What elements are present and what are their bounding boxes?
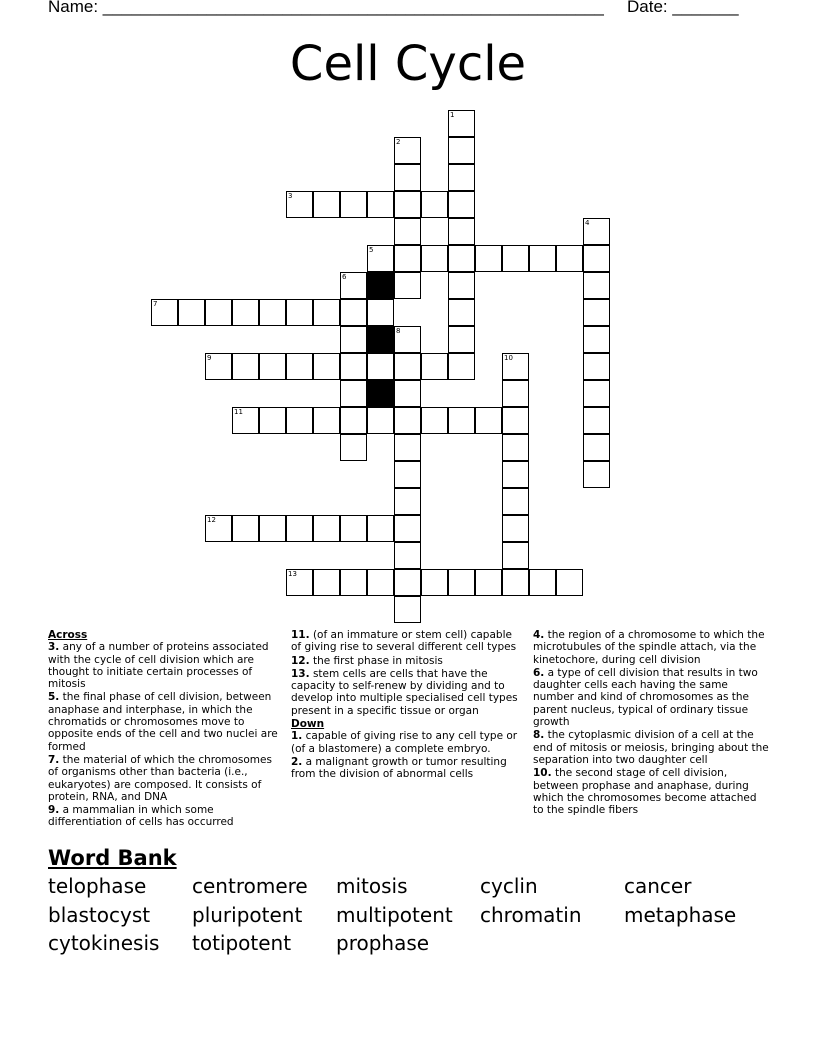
clue-text: the second stage of cell division, between prophase and anaphase, during which the chromosomes become attached to the spindle fibers — [533, 767, 757, 817]
grid-cell-number: 6 — [342, 273, 347, 281]
grid-cell[interactable] — [205, 353, 232, 380]
clue-across-3 — [48, 641, 284, 690]
grid-cell-number: 8 — [396, 327, 401, 335]
grid-cell[interactable] — [286, 407, 313, 434]
grid-cell[interactable] — [421, 407, 448, 434]
grid-cell[interactable] — [394, 218, 421, 245]
grid-cell[interactable] — [502, 461, 529, 488]
grid-cell[interactable] — [421, 353, 448, 380]
grid-cell[interactable] — [394, 137, 421, 164]
clue-number: 4. — [533, 629, 545, 641]
grid-cell[interactable] — [448, 569, 475, 596]
grid-cell[interactable] — [313, 299, 340, 326]
clue-number: 13. — [291, 667, 310, 680]
grid-cell[interactable] — [394, 542, 421, 569]
clue-down-2 — [291, 756, 523, 781]
grid-cell-number: 10 — [504, 354, 513, 362]
grid-cell-number: 11 — [234, 408, 243, 416]
across-header: Across — [48, 629, 88, 641]
word-bank-item: blastocyst — [48, 903, 151, 927]
clue-text: a mammalian in which some differentiation of cells has occurred — [48, 804, 234, 829]
grid-cell-number: 4 — [585, 219, 590, 227]
word-bank-item: cyclin — [480, 874, 538, 898]
date-field[interactable]: Date: _______ — [627, 0, 739, 16]
grid-cell[interactable] — [502, 569, 529, 596]
down-header: Down — [291, 718, 325, 731]
clue-number: 12. — [291, 654, 310, 667]
word-bank-item: pluripotent — [192, 903, 303, 927]
clue-across-11 — [291, 629, 523, 654]
clue-text: a malignant growth or tumor resulting from the division of abnormal cells — [291, 755, 507, 781]
clue-across-12 — [291, 655, 523, 667]
grid-cell[interactable] — [583, 434, 610, 461]
grid-cell[interactable] — [367, 191, 394, 218]
clue-text: the final phase of cell division, between anaphase and interphase, in which the chromatids or chromosomes move to opposite ends of the cell and two nuclei are formed — [48, 691, 278, 753]
grid-cell[interactable] — [340, 434, 367, 461]
grid-cell-number: 3 — [288, 192, 293, 200]
clue-number: 9. — [48, 804, 60, 817]
grid-cell[interactable] — [421, 191, 448, 218]
grid-cell[interactable] — [394, 380, 421, 407]
grid-cell[interactable] — [313, 515, 340, 542]
grid-cell[interactable] — [448, 245, 475, 272]
grid-cell[interactable] — [502, 542, 529, 569]
grid-cell[interactable] — [475, 245, 502, 272]
grid-cell-number: 12 — [207, 516, 216, 524]
grid-cell-blocked — [367, 272, 394, 299]
clue-number: 3. — [48, 641, 60, 654]
grid-cell[interactable] — [367, 353, 394, 380]
clue-text: any of a number of proteins associated with the cycle of cell division which are thought to initiate certain processes of mitosis — [48, 641, 269, 691]
grid-cell-number: 1 — [450, 111, 455, 119]
grid-cell[interactable] — [583, 218, 610, 245]
grid-cell[interactable] — [556, 569, 583, 596]
clue-down-1 — [291, 730, 523, 755]
grid-cell[interactable] — [448, 326, 475, 353]
clue-number: 1. — [291, 730, 303, 743]
grid-cell[interactable] — [583, 407, 610, 434]
clue-text: stem cells are cells that have the capacity to self-renew by dividing and to develop into multiple specialised cell types present in a specific tissue or organ — [291, 667, 518, 717]
grid-cell[interactable] — [502, 407, 529, 434]
grid-cell[interactable] — [340, 299, 367, 326]
grid-cell[interactable] — [340, 407, 367, 434]
grid-cell[interactable] — [502, 488, 529, 515]
clue-across-7 — [48, 754, 284, 803]
grid-cell[interactable] — [394, 407, 421, 434]
grid-cell[interactable] — [502, 353, 529, 380]
grid-cell[interactable] — [583, 245, 610, 272]
grid-cell[interactable] — [232, 353, 259, 380]
grid-cell[interactable] — [313, 569, 340, 596]
grid-cell[interactable] — [583, 272, 610, 299]
clue-number: 8. — [533, 729, 545, 742]
grid-cell[interactable] — [394, 515, 421, 542]
grid-cell[interactable] — [259, 299, 286, 326]
grid-cell[interactable] — [232, 515, 259, 542]
clue-number: 5. — [48, 691, 60, 704]
grid-cell[interactable] — [340, 380, 367, 407]
clue-text: the cytoplasmic division of a cell at the end of mitosis or meiosis, bringing about the separation into two daughter cell — [533, 729, 769, 766]
grid-cell[interactable] — [286, 569, 313, 596]
clue-text: (of an immature or stem cell) capable of giving rise to several different cell types — [291, 629, 517, 654]
grid-cell[interactable] — [502, 245, 529, 272]
grid-cell[interactable] — [286, 191, 313, 218]
grid-cell[interactable] — [448, 110, 475, 137]
grid-cell[interactable] — [502, 380, 529, 407]
grid-cell[interactable] — [340, 272, 367, 299]
grid-cell[interactable] — [583, 461, 610, 488]
grid-cell[interactable] — [286, 299, 313, 326]
grid-cell[interactable] — [529, 245, 556, 272]
clue-across-9 — [48, 804, 284, 829]
grid-cell[interactable] — [394, 434, 421, 461]
grid-cell-blocked — [367, 326, 394, 353]
word-bank-item: mitosis — [336, 874, 408, 898]
clue-text: the region of a chromosome to which the microtubules of the spindle attach, via the kinetochore, during cell division — [533, 629, 765, 666]
grid-cell[interactable] — [394, 326, 421, 353]
word-bank-title: Word Bank — [48, 846, 177, 870]
grid-cell[interactable] — [583, 380, 610, 407]
grid-cell[interactable] — [394, 191, 421, 218]
page-title: Cell Cycle — [289, 36, 527, 92]
word-bank-item: totipotent — [192, 931, 292, 955]
clue-number: 11. — [291, 629, 310, 641]
clues-column-3 — [533, 629, 769, 817]
grid-cell-blocked — [367, 380, 394, 407]
grid-cell[interactable] — [313, 353, 340, 380]
grid-cell-number: 7 — [153, 300, 158, 308]
clue-number: 10. — [533, 767, 552, 780]
grid-cell[interactable] — [448, 137, 475, 164]
clue-down-10 — [533, 767, 769, 816]
grid-cell[interactable] — [394, 272, 421, 299]
grid-cell[interactable] — [313, 407, 340, 434]
grid-cell[interactable] — [448, 218, 475, 245]
grid-cell[interactable] — [367, 299, 394, 326]
clue-number: 7. — [48, 753, 60, 766]
grid-cell[interactable] — [340, 569, 367, 596]
grid-cell[interactable] — [205, 299, 232, 326]
grid-cell[interactable] — [448, 353, 475, 380]
grid-cell[interactable] — [529, 569, 556, 596]
grid-cell[interactable] — [394, 245, 421, 272]
clue-across-5 — [48, 691, 284, 752]
grid-cell[interactable] — [340, 353, 367, 380]
grid-cell[interactable] — [394, 488, 421, 515]
grid-cell[interactable] — [583, 299, 610, 326]
clue-down-4 — [533, 629, 769, 666]
word-bank-item: multipotent — [336, 903, 453, 927]
grid-cell[interactable] — [394, 461, 421, 488]
clue-text: capable of giving rise to any cell type or (of a blastomere) a complete embryo. — [291, 730, 518, 755]
grid-cell[interactable] — [448, 191, 475, 218]
clue-number: 6. — [533, 666, 545, 679]
grid-cell[interactable] — [394, 596, 421, 623]
grid-cell[interactable] — [259, 407, 286, 434]
grid-cell[interactable] — [232, 299, 259, 326]
grid-cell-number: 9 — [207, 354, 212, 362]
grid-cell[interactable] — [178, 299, 205, 326]
clue-text: the material of which the chromosomes of organisms other than bacteria (i.e., eukaryotes) are composed. It consists of protein, RNA, and DNA — [48, 753, 272, 803]
grid-cell[interactable] — [448, 164, 475, 191]
clue-text: the first phase in mitosis — [312, 654, 443, 667]
clue-text: a type of cell division that results in two daughter cells each having the same number and kind of chromosomes as the parent nucleus, typical of ordinary tissue growth — [533, 666, 758, 729]
grid-cell[interactable] — [340, 326, 367, 353]
grid-cell[interactable] — [394, 164, 421, 191]
grid-cell[interactable] — [259, 353, 286, 380]
grid-cell[interactable] — [367, 245, 394, 272]
grid-cell[interactable] — [286, 515, 313, 542]
word-bank-item: telophase — [48, 874, 147, 898]
grid-cell[interactable] — [313, 191, 340, 218]
grid-cell[interactable] — [502, 434, 529, 461]
name-field[interactable]: Name: _____________________________________________________ — [48, 0, 604, 16]
grid-cell[interactable] — [367, 407, 394, 434]
grid-cell[interactable] — [394, 353, 421, 380]
grid-cell[interactable] — [448, 272, 475, 299]
word-bank-item: prophase — [336, 931, 430, 955]
clue-number: 2. — [291, 755, 303, 768]
grid-cell[interactable] — [151, 299, 178, 326]
grid-cell[interactable] — [367, 569, 394, 596]
grid-cell[interactable] — [448, 299, 475, 326]
grid-cell[interactable] — [475, 407, 502, 434]
grid-cell[interactable] — [394, 569, 421, 596]
grid-cell[interactable] — [340, 515, 367, 542]
grid-cell[interactable] — [421, 245, 448, 272]
grid-cell[interactable] — [367, 515, 394, 542]
word-bank-item: chromatin — [480, 903, 582, 927]
grid-cell[interactable] — [205, 515, 232, 542]
grid-cell[interactable] — [556, 245, 583, 272]
word-bank-item: cancer — [624, 874, 692, 898]
grid-cell[interactable] — [340, 191, 367, 218]
grid-cell-number: 13 — [288, 570, 297, 578]
grid-cell[interactable] — [286, 353, 313, 380]
grid-cell[interactable] — [475, 569, 502, 596]
clues-column-2 — [291, 629, 523, 782]
grid-cell[interactable] — [583, 353, 610, 380]
grid-cell-number: 5 — [369, 246, 374, 254]
clue-across-13 — [291, 668, 523, 717]
grid-cell[interactable] — [448, 407, 475, 434]
grid-cell[interactable] — [259, 515, 286, 542]
clue-down-8 — [533, 729, 769, 766]
clue-down-6 — [533, 667, 769, 728]
word-bank-item: centromere — [192, 874, 308, 898]
word-bank-item: metaphase — [624, 903, 737, 927]
grid-cell-number: 2 — [396, 138, 401, 146]
grid-cell[interactable] — [232, 407, 259, 434]
word-bank-item: cytokinesis — [48, 931, 160, 955]
clues-column-1 — [48, 629, 284, 830]
grid-cell[interactable] — [502, 515, 529, 542]
grid-cell[interactable] — [421, 569, 448, 596]
grid-cell[interactable] — [583, 326, 610, 353]
